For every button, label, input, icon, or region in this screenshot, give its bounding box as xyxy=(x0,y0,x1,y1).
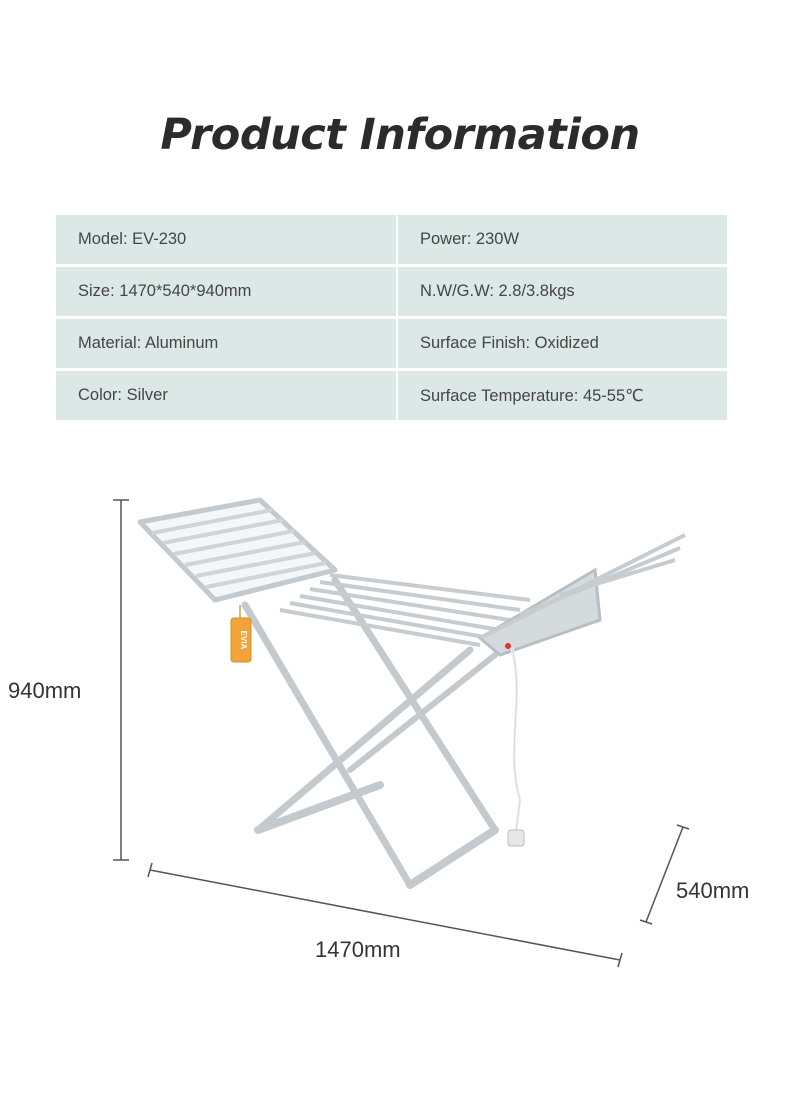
spec-weight: N.W/G.W: 2.8/3.8kgs xyxy=(398,267,727,316)
depth-dimension-line xyxy=(646,827,683,922)
right-wing xyxy=(480,535,685,655)
spec-power: Power: 230W xyxy=(398,215,727,264)
spec-size: Size: 1470*540*940mm xyxy=(56,267,396,316)
spec-material: Material: Aluminum xyxy=(56,319,396,368)
depth-dimension-label: 540mm xyxy=(676,878,750,903)
spec-surface-temperature: Surface Temperature: 45-55℃ xyxy=(398,371,727,420)
spec-color: Color: Silver xyxy=(56,371,396,420)
height-dimension-label: 940mm xyxy=(8,678,82,703)
spec-table xyxy=(56,215,727,420)
tag-label: EVIA xyxy=(239,630,248,650)
plug-icon xyxy=(508,830,524,846)
drying-rack-illustration xyxy=(0,470,800,1010)
left-wing xyxy=(140,500,335,600)
product-dimension-diagram xyxy=(0,470,800,1010)
spec-surface-finish: Surface Finish: Oxidized xyxy=(398,319,727,368)
spec-model: Model: EV-230 xyxy=(56,215,396,264)
page-title: Product Information xyxy=(160,110,640,160)
width-dimension-label: 1470mm xyxy=(315,937,401,962)
